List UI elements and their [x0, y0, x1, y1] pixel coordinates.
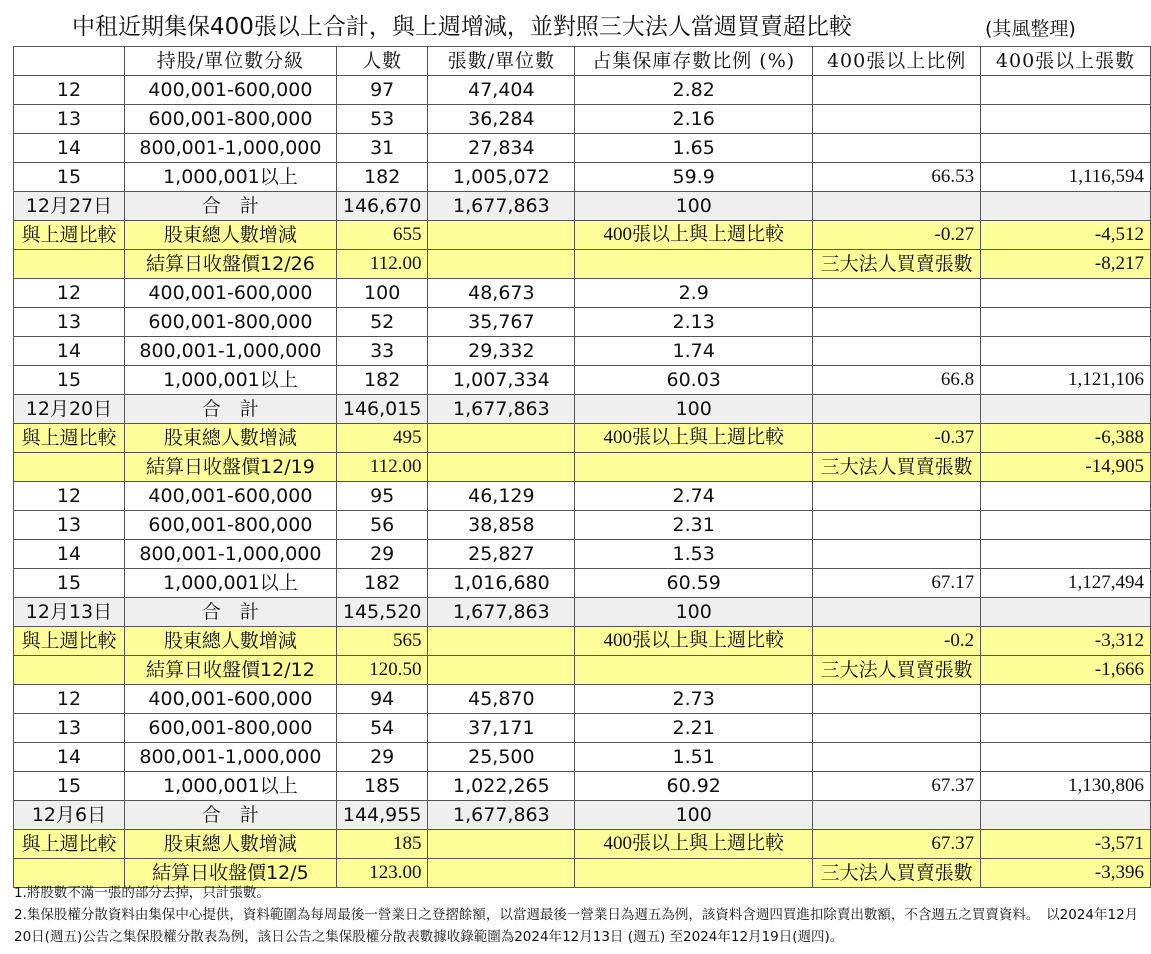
shares-cell: 1,005,072 — [428, 163, 575, 192]
empty-cell — [575, 453, 813, 482]
people-cell: 53 — [336, 105, 428, 134]
range-cell: 1,000,001以上 — [124, 366, 336, 395]
close-price: 123.00 — [336, 859, 428, 888]
shares-cell: 1,016,680 — [428, 569, 575, 598]
pct-cell: 2.9 — [575, 279, 813, 308]
people-cell: 100 — [336, 279, 428, 308]
range-cell: 800,001-1,000,000 — [124, 540, 336, 569]
shares400-cell — [981, 743, 1151, 772]
pct-cell: 1.74 — [575, 337, 813, 366]
header-row — [14, 47, 1151, 76]
shares-cell: 36,284 — [428, 105, 575, 134]
table-row — [14, 366, 1151, 395]
week-date: 12月13日 — [14, 598, 125, 627]
pct-cell: 1.51 — [575, 743, 813, 772]
pct-cell: 2.16 — [575, 105, 813, 134]
institutional-label: 三大法人買賣張數 — [813, 859, 981, 888]
header-cell: 張數/單位數 — [428, 47, 575, 76]
table-row — [14, 511, 1151, 540]
range-cell: 800,001-1,000,000 — [124, 743, 336, 772]
people-cell: 185 — [336, 772, 428, 801]
people-cell: 54 — [336, 714, 428, 743]
people-cell: 94 — [336, 685, 428, 714]
empty-cell — [428, 656, 575, 685]
ratio400-cell — [813, 279, 981, 308]
shares-cell: 29,332 — [428, 337, 575, 366]
shares400-change: -4,512 — [981, 221, 1151, 250]
people-cell: 182 — [336, 569, 428, 598]
close-price-label: 結算日收盤價12/12 — [124, 656, 336, 685]
compare-item: 股東總人數增減 — [124, 424, 336, 453]
compare-400-label: 400張以上與上週比較 — [575, 221, 813, 250]
compare-row — [14, 221, 1151, 250]
total-people: 146,015 — [336, 395, 428, 424]
level-cell: 12 — [14, 685, 125, 714]
total-pct: 100 — [575, 598, 813, 627]
empty-cell — [981, 801, 1151, 830]
range-cell: 800,001-1,000,000 — [124, 134, 336, 163]
level-cell: 12 — [14, 482, 125, 511]
table-row — [14, 772, 1151, 801]
range-cell: 1,000,001以上 — [124, 772, 336, 801]
close-price-label: 結算日收盤價12/5 — [124, 859, 336, 888]
ratio400-cell: 66.8 — [813, 366, 981, 395]
ratio400-cell — [813, 308, 981, 337]
shares400-cell — [981, 279, 1151, 308]
level-cell: 12 — [14, 76, 125, 105]
level-cell: 14 — [14, 337, 125, 366]
total-shares: 1,677,863 — [428, 801, 575, 830]
compare-label: 與上週比較 — [14, 221, 125, 250]
ratio400-change: -0.27 — [813, 221, 981, 250]
shares400-cell: 1,127,494 — [981, 569, 1151, 598]
institutional-value: -8,217 — [981, 250, 1151, 279]
shares400-cell: 1,130,806 — [981, 772, 1151, 801]
table-row — [14, 540, 1151, 569]
compare-label: 與上週比較 — [14, 830, 125, 859]
total-pct: 100 — [575, 395, 813, 424]
empty-cell — [575, 250, 813, 279]
total-pct: 100 — [575, 801, 813, 830]
header-cell — [14, 47, 125, 76]
institutional-value: -14,905 — [981, 453, 1151, 482]
shares400-cell — [981, 134, 1151, 163]
shares400-cell — [981, 540, 1151, 569]
level-cell: 15 — [14, 163, 125, 192]
ratio400-cell — [813, 743, 981, 772]
empty-cell — [428, 830, 575, 859]
close-price: 120.50 — [336, 656, 428, 685]
pct-cell: 1.65 — [575, 134, 813, 163]
level-cell: 13 — [14, 105, 125, 134]
shares400-cell — [981, 308, 1151, 337]
level-cell: 13 — [14, 511, 125, 540]
empty-cell — [981, 395, 1151, 424]
shares-cell: 38,858 — [428, 511, 575, 540]
header-cell: 400張以上張數 — [981, 47, 1151, 76]
range-cell: 400,001-600,000 — [124, 279, 336, 308]
week-date: 12月27日 — [14, 192, 125, 221]
range-cell: 800,001-1,000,000 — [124, 337, 336, 366]
compare-row — [14, 830, 1151, 859]
shares400-cell — [981, 105, 1151, 134]
close-price-label: 結算日收盤價12/19 — [124, 453, 336, 482]
level-cell: 15 — [14, 772, 125, 801]
institutional-label: 三大法人買賣張數 — [813, 656, 981, 685]
table-row — [14, 685, 1151, 714]
holder-change: 495 — [336, 424, 428, 453]
total-people: 144,955 — [336, 801, 428, 830]
ratio400-cell — [813, 105, 981, 134]
price-row — [14, 250, 1151, 279]
pct-cell: 2.21 — [575, 714, 813, 743]
level-cell: 15 — [14, 366, 125, 395]
pct-cell: 60.59 — [575, 569, 813, 598]
total-shares: 1,677,863 — [428, 598, 575, 627]
pct-cell: 2.74 — [575, 482, 813, 511]
shares400-cell — [981, 685, 1151, 714]
people-cell: 56 — [336, 511, 428, 540]
shares-cell: 1,007,334 — [428, 366, 575, 395]
table-row — [14, 743, 1151, 772]
ratio400-cell — [813, 76, 981, 105]
total-label: 合 計 — [124, 192, 336, 221]
shares-cell: 46,129 — [428, 482, 575, 511]
shares400-cell: 1,121,106 — [981, 366, 1151, 395]
people-cell: 29 — [336, 540, 428, 569]
pct-cell: 60.92 — [575, 772, 813, 801]
price-row — [14, 656, 1151, 685]
total-shares: 1,677,863 — [428, 192, 575, 221]
pct-cell: 2.31 — [575, 511, 813, 540]
range-cell: 600,001-800,000 — [124, 714, 336, 743]
empty-cell — [14, 656, 125, 685]
pct-cell: 2.73 — [575, 685, 813, 714]
shares400-change: -3,312 — [981, 627, 1151, 656]
compare-row — [14, 424, 1151, 453]
people-cell: 31 — [336, 134, 428, 163]
range-cell: 600,001-800,000 — [124, 511, 336, 540]
empty-cell — [428, 250, 575, 279]
people-cell: 182 — [336, 163, 428, 192]
level-cell: 12 — [14, 279, 125, 308]
compare-400-label: 400張以上與上週比較 — [575, 830, 813, 859]
range-cell: 1,000,001以上 — [124, 163, 336, 192]
total-label: 合 計 — [124, 801, 336, 830]
ratio400-cell — [813, 511, 981, 540]
level-cell: 14 — [14, 134, 125, 163]
page-title: 中租近期集保400張以上合計，與上週增減，並對照三大法人當週買賣超比較 — [72, 14, 852, 40]
table-row — [14, 308, 1151, 337]
ratio400-cell: 67.37 — [813, 772, 981, 801]
pct-cell: 2.13 — [575, 308, 813, 337]
shares400-cell: 1,116,594 — [981, 163, 1151, 192]
compare-row — [14, 627, 1151, 656]
close-price: 112.00 — [336, 453, 428, 482]
range-cell: 400,001-600,000 — [124, 482, 336, 511]
total-people: 145,520 — [336, 598, 428, 627]
institutional-value: -1,666 — [981, 656, 1151, 685]
total-row — [14, 801, 1151, 830]
empty-cell — [428, 453, 575, 482]
holder-change: 565 — [336, 627, 428, 656]
holder-change: 655 — [336, 221, 428, 250]
ratio400-cell — [813, 540, 981, 569]
shares-cell: 48,673 — [428, 279, 575, 308]
table-row — [14, 76, 1151, 105]
total-row — [14, 395, 1151, 424]
empty-cell — [14, 453, 125, 482]
week-date: 12月20日 — [14, 395, 125, 424]
level-cell: 14 — [14, 743, 125, 772]
people-cell: 182 — [336, 366, 428, 395]
footnotes — [14, 882, 1139, 948]
empty-cell — [14, 250, 125, 279]
shares-cell: 25,500 — [428, 743, 575, 772]
pct-cell: 60.03 — [575, 366, 813, 395]
table-row — [14, 134, 1151, 163]
shares400-cell — [981, 76, 1151, 105]
empty-cell — [428, 221, 575, 250]
header-cell: 持股/單位數分級 — [124, 47, 336, 76]
total-row — [14, 192, 1151, 221]
table-row — [14, 337, 1151, 366]
shares-cell: 37,171 — [428, 714, 575, 743]
shares400-cell — [981, 482, 1151, 511]
week-date: 12月6日 — [14, 801, 125, 830]
ratio400-cell: 67.17 — [813, 569, 981, 598]
shares-cell: 27,834 — [428, 134, 575, 163]
range-cell: 1,000,001以上 — [124, 569, 336, 598]
table-row — [14, 105, 1151, 134]
ratio400-cell: 66.53 — [813, 163, 981, 192]
table-row — [14, 569, 1151, 598]
shares-cell: 25,827 — [428, 540, 575, 569]
table-row — [14, 163, 1151, 192]
range-cell: 400,001-600,000 — [124, 76, 336, 105]
total-pct: 100 — [575, 192, 813, 221]
shareholding-table — [13, 46, 1151, 888]
total-shares: 1,677,863 — [428, 395, 575, 424]
compare-label: 與上週比較 — [14, 424, 125, 453]
empty-cell — [813, 192, 981, 221]
footnote-2: 2.集保股權分散資料由集保中心提供，資料範圍為每周最後一營業日之登摺餘額，以當週最後一營業日為週五為例，該資料含週四買進扣除賣出數額，不含週五之買賣資料。 以2024年12月20日(週五)公告之集保股權分散表為例，該日公告之集保股權分散表數據收錄範圍為2024年12月13日 (週五) 至2024年12月19日(週四)。 — [14, 907, 1139, 945]
ratio400-cell — [813, 685, 981, 714]
pct-cell: 1.53 — [575, 540, 813, 569]
ratio400-change: 67.37 — [813, 830, 981, 859]
holder-change: 185 — [336, 830, 428, 859]
shares-cell: 1,022,265 — [428, 772, 575, 801]
pct-cell: 59.9 — [575, 163, 813, 192]
empty-cell — [813, 801, 981, 830]
empty-cell — [981, 598, 1151, 627]
header-cell: 400張以上比例 — [813, 47, 981, 76]
total-people: 146,670 — [336, 192, 428, 221]
range-cell: 600,001-800,000 — [124, 308, 336, 337]
ratio400-cell — [813, 482, 981, 511]
empty-cell — [813, 598, 981, 627]
institutional-label: 三大法人買賣張數 — [813, 250, 981, 279]
range-cell: 600,001-800,000 — [124, 105, 336, 134]
price-row — [14, 453, 1151, 482]
compare-item: 股東總人數增減 — [124, 221, 336, 250]
shares400-cell — [981, 511, 1151, 540]
level-cell: 14 — [14, 540, 125, 569]
shares400-cell — [981, 337, 1151, 366]
compare-item: 股東總人數增減 — [124, 627, 336, 656]
people-cell: 97 — [336, 76, 428, 105]
close-price: 112.00 — [336, 250, 428, 279]
empty-cell — [428, 627, 575, 656]
level-cell: 15 — [14, 569, 125, 598]
people-cell: 33 — [336, 337, 428, 366]
empty-cell — [428, 424, 575, 453]
table-row — [14, 279, 1151, 308]
empty-cell — [981, 192, 1151, 221]
level-cell: 13 — [14, 714, 125, 743]
shares-cell: 45,870 — [428, 685, 575, 714]
people-cell: 52 — [336, 308, 428, 337]
total-label: 合 計 — [124, 395, 336, 424]
empty-cell — [813, 395, 981, 424]
title-note: (其風整理) — [985, 18, 1076, 40]
institutional-label: 三大法人買賣張數 — [813, 453, 981, 482]
compare-400-label: 400張以上與上週比較 — [575, 627, 813, 656]
header-cell: 人數 — [336, 47, 428, 76]
compare-400-label: 400張以上與上週比較 — [575, 424, 813, 453]
range-cell: 400,001-600,000 — [124, 685, 336, 714]
people-cell: 95 — [336, 482, 428, 511]
level-cell: 13 — [14, 308, 125, 337]
ratio400-change: -0.2 — [813, 627, 981, 656]
empty-cell — [575, 656, 813, 685]
ratio400-change: -0.37 — [813, 424, 981, 453]
shares-cell: 35,767 — [428, 308, 575, 337]
pct-cell: 2.82 — [575, 76, 813, 105]
table-row — [14, 482, 1151, 511]
total-row — [14, 598, 1151, 627]
total-label: 合 計 — [124, 598, 336, 627]
shares400-change: -3,571 — [981, 830, 1151, 859]
ratio400-cell — [813, 134, 981, 163]
compare-label: 與上週比較 — [14, 627, 125, 656]
compare-item: 股東總人數增減 — [124, 830, 336, 859]
close-price-label: 結算日收盤價12/26 — [124, 250, 336, 279]
table-row — [14, 714, 1151, 743]
shares400-cell — [981, 714, 1151, 743]
page-title-bar — [0, 8, 1151, 44]
header-cell: 占集保庫存數比例 (%) — [575, 47, 813, 76]
shares400-change: -6,388 — [981, 424, 1151, 453]
people-cell: 29 — [336, 743, 428, 772]
ratio400-cell — [813, 337, 981, 366]
shares-cell: 47,404 — [428, 76, 575, 105]
footnote-1: 1.將股數不滿一張的部分去掉，只計張數。 — [14, 885, 270, 901]
institutional-value: -3,396 — [981, 859, 1151, 888]
ratio400-cell — [813, 714, 981, 743]
